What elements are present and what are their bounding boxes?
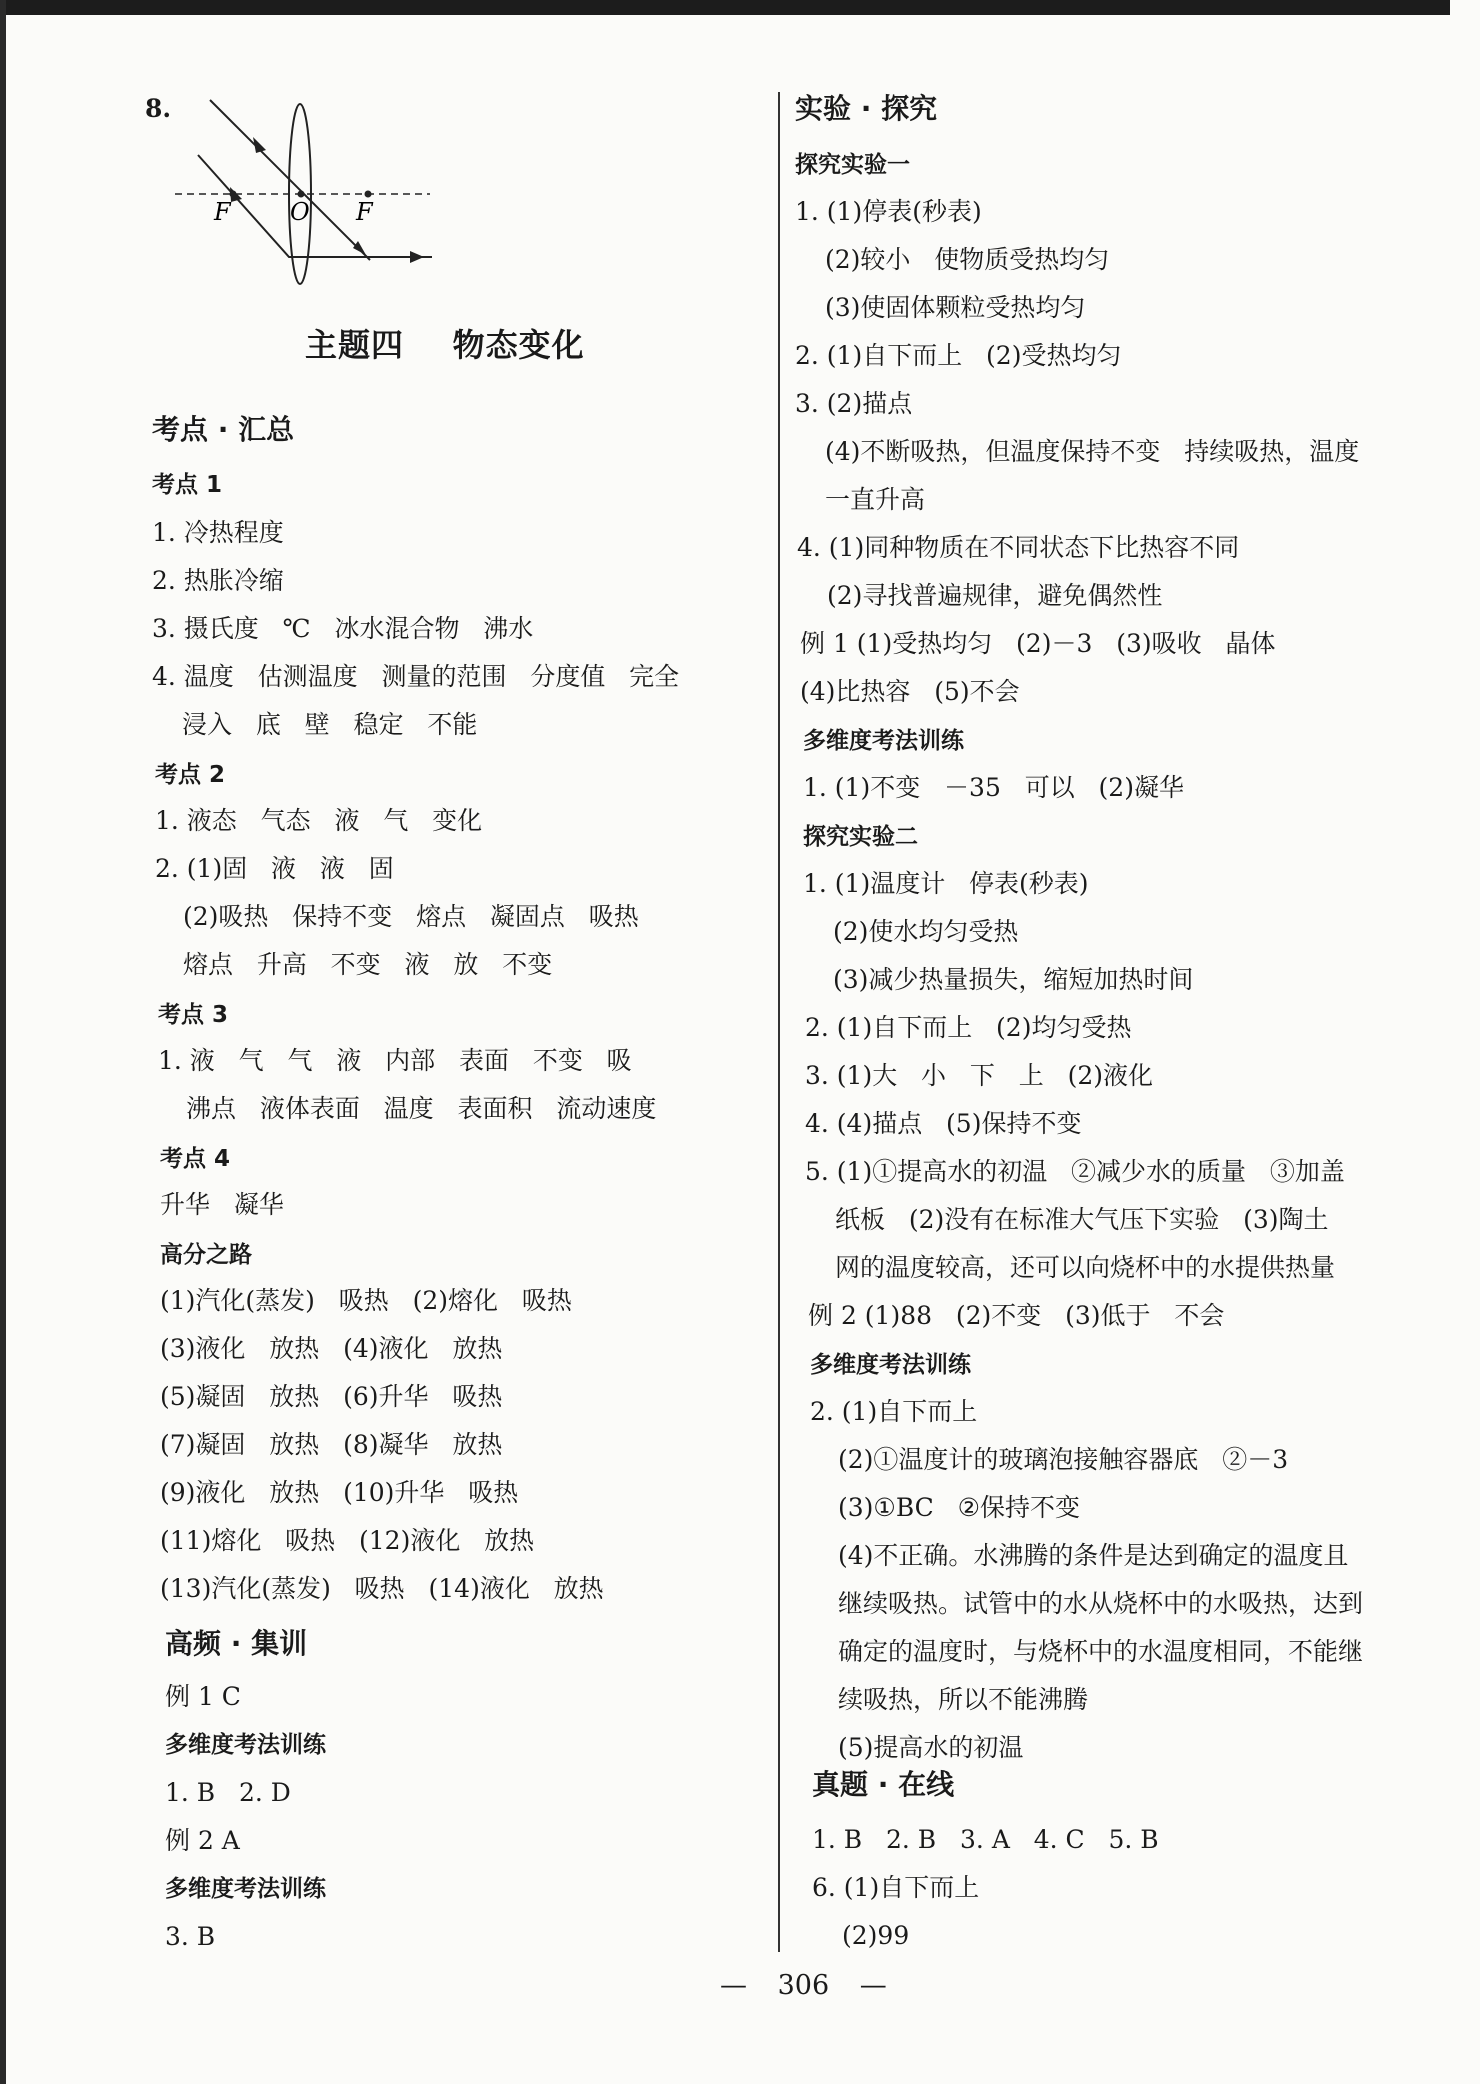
training-heading-r2: 多维度考法训练 [810, 1352, 971, 1378]
x2-line-4: 2. (1)自下而上 (2)均匀受热 [805, 1013, 1132, 1042]
t2-line-5: 继续吸热。试管中的水从烧杯中的水吸热，达到 [838, 1589, 1364, 1618]
focus-left-label: F [214, 198, 231, 226]
x1-line-1: 1. (1)停表(秒表) [795, 197, 982, 226]
kaodian-4-heading: 考点 4 [160, 1146, 231, 1172]
page-dash-right: — [859, 1970, 887, 2001]
road-line-7: (13)汽化(蒸发) 吸热 (14)液化 放热 [160, 1574, 604, 1603]
lens-diagram [170, 95, 440, 295]
page-footer [720, 1970, 887, 2001]
x2-line-7: 5. (1)①提高水的初温 ②减少水的质量 ③加盖 [805, 1157, 1345, 1186]
zhenti-answers-1: 1. B 2. B 3. A 4. C 5. B [812, 1825, 1159, 1854]
road-line-1: (1)汽化(蒸发) 吸热 (2)熔化 吸热 [160, 1286, 572, 1315]
experiment-2-heading: 探究实验二 [803, 824, 918, 850]
road-line-4: (7)凝固 放热 (8)凝华 放热 [160, 1430, 503, 1459]
focus-right-dot [365, 191, 372, 198]
k1-line-4: 4. 温度 估测温度 测量的范围 分度值 完全 [152, 662, 680, 691]
page-dash-left: — [720, 1970, 747, 2001]
focus-right-label: F [356, 198, 373, 226]
column-divider [778, 92, 780, 1952]
k2-line-4: 熔点 升高 不变 液 放 不变 [183, 950, 553, 979]
x2-line-2: (2)使水均匀受热 [833, 917, 1019, 946]
x1-line-5: 3. (2)描点 [795, 389, 913, 418]
x1-line-2: (2)较小 使物质受热均匀 [825, 245, 1110, 274]
training-1-answers: 1. B 2. D [165, 1778, 291, 1807]
section-shiyan-tanjiu: 实验 · 探究 [795, 92, 938, 125]
road-line-2: (3)液化 放热 (4)液化 放热 [160, 1334, 503, 1363]
section-zhenti-zaixian: 真题 · 在线 [812, 1768, 955, 1801]
x2-line-3: (3)减少热量损失，缩短加热时间 [833, 965, 1194, 994]
example-2-answer: 例 2 A [165, 1826, 240, 1855]
x2-line-6: 4. (4)描点 (5)保持不变 [805, 1109, 1082, 1138]
x2-line-10: 例 2 (1)88 (2)不变 (3)低于 不会 [808, 1301, 1225, 1330]
example-1-answer: 例 1 C [165, 1682, 241, 1711]
t2-line-2: (2)①温度计的玻璃泡接触容器底 ②－3 [838, 1445, 1289, 1474]
training-heading-2: 多维度考法训练 [165, 1876, 326, 1902]
zhenti-answers-2: 6. (1)自下而上 [812, 1873, 980, 1902]
ray-upper-arrow [253, 137, 266, 153]
x2-line-5: 3. (1)大 小 下 上 (2)液化 [805, 1061, 1153, 1090]
ray-lower-arrow2 [410, 251, 424, 263]
k1-line-1: 1. 冷热程度 [152, 518, 284, 547]
k1-line-3: 3. 摄氏度 ℃ 冰水混合物 沸水 [152, 614, 534, 643]
training-heading-1: 多维度考法训练 [165, 1732, 326, 1758]
ray-upper-arrow2 [353, 241, 366, 255]
t2-line-7: 续吸热，所以不能沸腾 [838, 1685, 1089, 1714]
optical-center-dot [298, 191, 305, 198]
x2-line-8: 纸板 (2)没有在标准大气压下实验 (3)陶土 [835, 1205, 1329, 1234]
t2-line-4: (4)不正确。水沸腾的条件是达到确定的温度且 [838, 1541, 1349, 1570]
k3-line-1: 1. 液 气 气 液 内部 表面 不变 吸 [158, 1046, 632, 1075]
k1-line-5: 浸入 底 壁 稳定 不能 [182, 710, 478, 739]
chapter-title: 主题四 物态变化 [305, 326, 585, 364]
x2-line-9: 网的温度较高，还可以向烧杯中的水提供热量 [835, 1253, 1336, 1282]
optical-center-label: O [290, 198, 310, 226]
k2-line-1: 1. 液态 气态 液 气 变化 [155, 806, 483, 835]
t2-line-8: (5)提高水的初温 [838, 1733, 1024, 1762]
x2-line-1: 1. (1)温度计 停表(秒表) [803, 869, 1089, 898]
x1-line-10: 例 1 (1)受热均匀 (2)－3 (3)吸收 晶体 [800, 629, 1276, 658]
focus-left-dot [230, 191, 237, 198]
diagram-number: 8. [145, 94, 172, 123]
section-kaodian-huizong: 考点 · 汇总 [152, 413, 295, 446]
k2-line-3: (2)吸热 保持不变 熔点 凝固点 吸热 [183, 902, 639, 931]
kaodian-3-heading: 考点 3 [158, 1002, 229, 1028]
zhenti-answers-3: (2)99 [842, 1921, 910, 1950]
left-border [0, 0, 6, 2084]
k4-line-1: 升华 凝华 [160, 1190, 284, 1219]
road-line-6: (11)熔化 吸热 (12)液化 放热 [160, 1526, 535, 1555]
x1-line-6: (4)不断吸热，但温度保持不变 持续吸热，温度 [825, 437, 1360, 466]
experiment-1-heading: 探究实验一 [795, 152, 910, 178]
x1-line-9: (2)寻找普遍规律，避免偶然性 [827, 581, 1163, 610]
x1-line-8: 4. (1)同种物质在不同状态下比热容不同 [797, 533, 1240, 562]
page-number: 306 [777, 1970, 830, 2001]
kaodian-2-heading: 考点 2 [155, 762, 226, 788]
road-line-5: (9)液化 放热 (10)升华 吸热 [160, 1478, 519, 1507]
k1-line-2: 2. 热胀冷缩 [152, 566, 284, 595]
x1-line-4: 2. (1)自下而上 (2)受热均匀 [795, 341, 1122, 370]
x1-line-11: (4)比热容 (5)不会 [800, 677, 1020, 706]
gaofen-road-heading: 高分之路 [160, 1242, 252, 1268]
training-2-answers: 3. B [165, 1922, 216, 1951]
road-line-3: (5)凝固 放热 (6)升华 吸热 [160, 1382, 503, 1411]
top-border [0, 0, 1450, 15]
k3-line-2: 沸点 液体表面 温度 表面积 流动速度 [186, 1094, 657, 1123]
training-heading-r1: 多维度考法训练 [803, 728, 964, 754]
t2-line-6: 确定的温度时，与烧杯中的水温度相同，不能继 [838, 1637, 1364, 1666]
x1-line-7: 一直升高 [825, 485, 926, 514]
x1-line-3: (3)使固体颗粒受热均匀 [825, 293, 1086, 322]
t2-line-3: (3)①BC ②保持不变 [838, 1493, 1081, 1522]
kaodian-1-heading: 考点 1 [152, 472, 223, 498]
k2-line-2: 2. (1)固 液 液 固 [155, 854, 394, 883]
t2-line-1: 2. (1)自下而上 [810, 1397, 978, 1426]
training-r1-answers: 1. (1)不变 －35 可以 (2)凝华 [803, 773, 1184, 802]
section-gaopin-jixun: 高频 · 集训 [165, 1627, 308, 1660]
